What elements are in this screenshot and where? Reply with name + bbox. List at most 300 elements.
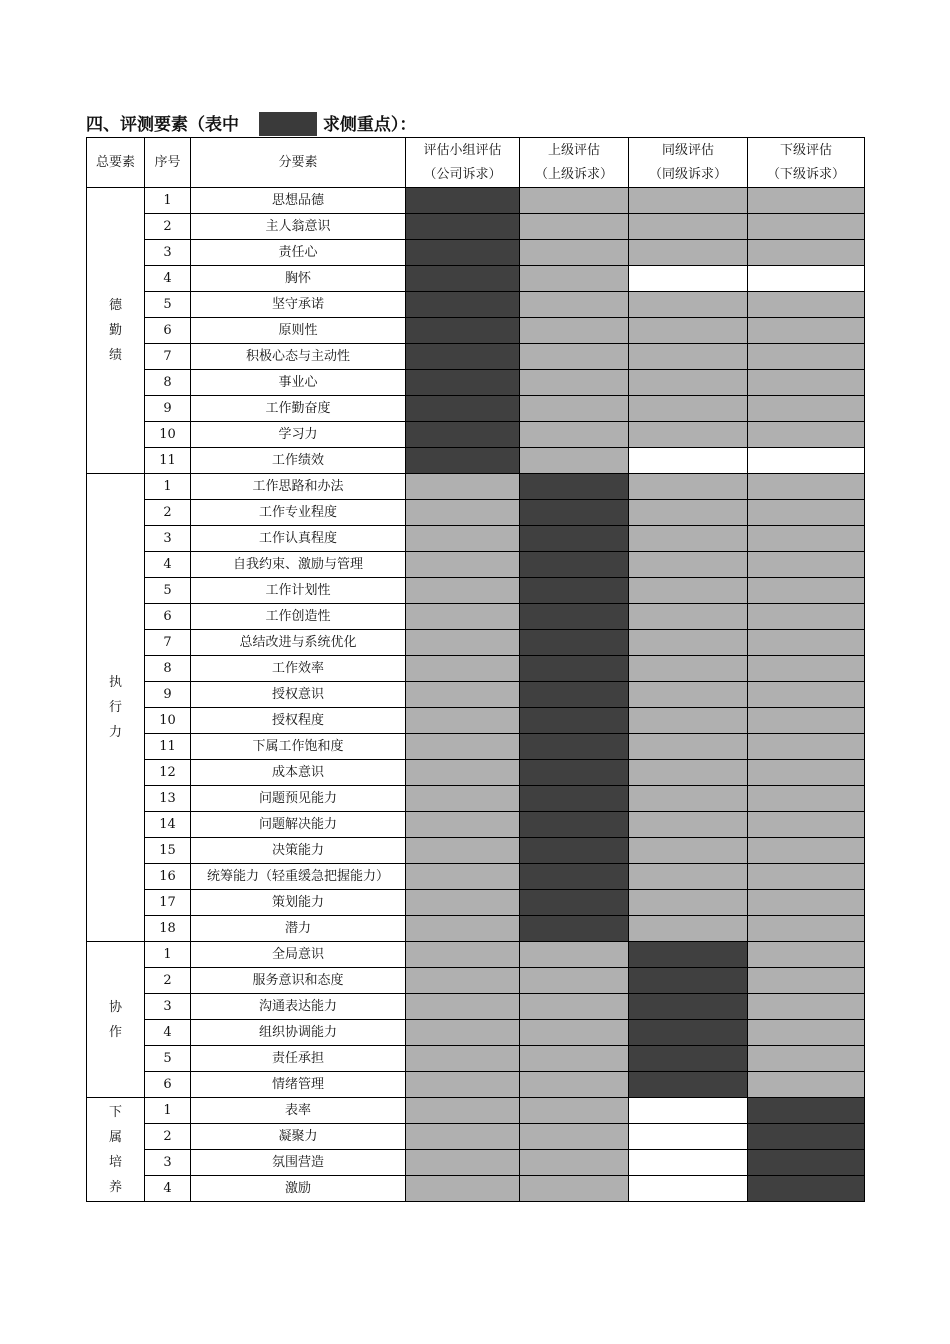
item-name-cell: 凝聚力 <box>191 1124 406 1150</box>
group-eval-cell <box>406 552 520 578</box>
seq-cell: 3 <box>145 526 191 552</box>
item-name-cell: 原则性 <box>191 318 406 344</box>
superior-eval-cell <box>520 448 629 474</box>
group-eval-cell <box>406 942 520 968</box>
subordinate-eval-cell <box>748 1072 865 1098</box>
superior-eval-cell <box>520 422 629 448</box>
category-char: 养 <box>108 1179 122 1195</box>
item-name-cell: 授权意识 <box>191 682 406 708</box>
seq-cell: 18 <box>145 916 191 942</box>
table-row <box>87 942 865 968</box>
peer-eval-cell <box>629 552 748 578</box>
group-eval-cell <box>406 682 520 708</box>
peer-eval-cell <box>629 708 748 734</box>
evaluation-table <box>86 137 865 1202</box>
superior-eval-cell <box>520 344 629 370</box>
category-cell <box>87 474 145 942</box>
superior-eval-cell <box>520 214 629 240</box>
item-name-cell: 坚守承诺 <box>191 292 406 318</box>
subordinate-eval-cell <box>748 708 865 734</box>
seq-cell: 4 <box>145 266 191 292</box>
group-eval-cell <box>406 214 520 240</box>
peer-eval-cell <box>629 370 748 396</box>
seq-cell: 6 <box>145 1072 191 1098</box>
table-row <box>87 344 865 370</box>
peer-eval-cell <box>629 1046 748 1072</box>
table-row <box>87 500 865 526</box>
seq-cell: 11 <box>145 448 191 474</box>
group-eval-cell <box>406 448 520 474</box>
subordinate-eval-cell <box>748 292 865 318</box>
group-eval-cell <box>406 370 520 396</box>
table-row <box>87 1150 865 1176</box>
table-row <box>87 916 865 942</box>
table-row <box>87 838 865 864</box>
group-eval-cell <box>406 422 520 448</box>
subordinate-eval-cell <box>748 656 865 682</box>
subordinate-eval-cell <box>748 500 865 526</box>
item-name-cell: 工作效率 <box>191 656 406 682</box>
superior-eval-cell <box>520 526 629 552</box>
subordinate-eval-cell <box>748 682 865 708</box>
table-row <box>87 864 865 890</box>
category-char: 德 <box>108 298 122 313</box>
subordinate-eval-cell <box>748 344 865 370</box>
superior-eval-cell <box>520 994 629 1020</box>
item-name-cell: 潜力 <box>191 916 406 942</box>
seq-cell: 5 <box>145 578 191 604</box>
item-name-cell: 统筹能力（轻重缓急把握能力） <box>191 864 406 890</box>
group-eval-cell <box>406 1098 520 1124</box>
peer-eval-cell <box>629 734 748 760</box>
table-row <box>87 266 865 292</box>
superior-eval-cell <box>520 916 629 942</box>
item-name-cell: 沟通表达能力 <box>191 994 406 1020</box>
table-row <box>87 760 865 786</box>
redaction-block <box>259 112 317 136</box>
table-row <box>87 1098 865 1124</box>
category-char: 协 <box>108 999 122 1015</box>
subordinate-eval-cell <box>748 1124 865 1150</box>
table-row <box>87 370 865 396</box>
item-name-cell: 责任心 <box>191 240 406 266</box>
item-name-cell: 胸怀 <box>191 266 406 292</box>
seq-cell: 13 <box>145 786 191 812</box>
header-superior-eval: 上级评估 （上级诉求） <box>520 138 629 188</box>
peer-eval-cell <box>629 474 748 500</box>
table-row <box>87 526 865 552</box>
superior-eval-cell <box>520 708 629 734</box>
superior-eval-cell <box>520 1176 629 1202</box>
subordinate-eval-cell <box>748 890 865 916</box>
subordinate-eval-cell <box>748 552 865 578</box>
header-item: 分要素 <box>191 138 406 188</box>
subordinate-eval-cell <box>748 838 865 864</box>
subordinate-eval-cell <box>748 1098 865 1124</box>
table-row <box>87 474 865 500</box>
table-row <box>87 1176 865 1202</box>
seq-cell: 10 <box>145 708 191 734</box>
header-peer-eval: 同级评估 （同级诉求） <box>629 138 748 188</box>
item-name-cell: 工作创造性 <box>191 604 406 630</box>
item-name-cell: 积极心态与主动性 <box>191 344 406 370</box>
group-eval-cell <box>406 1020 520 1046</box>
subordinate-eval-cell <box>748 318 865 344</box>
superior-eval-cell <box>520 864 629 890</box>
group-eval-cell <box>406 500 520 526</box>
header-category: 总要素 <box>87 138 145 188</box>
seq-cell: 8 <box>145 656 191 682</box>
group-eval-cell <box>406 656 520 682</box>
superior-eval-cell <box>520 942 629 968</box>
seq-cell: 1 <box>145 188 191 214</box>
table-row <box>87 552 865 578</box>
seq-cell: 3 <box>145 1150 191 1176</box>
superior-eval-cell <box>520 786 629 812</box>
peer-eval-cell <box>629 526 748 552</box>
seq-cell: 1 <box>145 942 191 968</box>
seq-cell: 7 <box>145 630 191 656</box>
peer-eval-cell <box>629 318 748 344</box>
superior-eval-cell <box>520 500 629 526</box>
peer-eval-cell <box>629 630 748 656</box>
category-char: 培 <box>108 1154 122 1170</box>
group-eval-cell <box>406 578 520 604</box>
seq-cell: 12 <box>145 760 191 786</box>
peer-eval-cell <box>629 1176 748 1202</box>
subordinate-eval-cell <box>748 474 865 500</box>
group-eval-cell <box>406 916 520 942</box>
seq-cell: 2 <box>145 1124 191 1150</box>
subordinate-eval-cell <box>748 968 865 994</box>
item-name-cell: 全局意识 <box>191 942 406 968</box>
superior-eval-cell <box>520 656 629 682</box>
table-row <box>87 812 865 838</box>
subordinate-eval-cell <box>748 760 865 786</box>
category-char: 下 <box>108 1104 122 1120</box>
group-eval-cell <box>406 1150 520 1176</box>
group-eval-cell <box>406 708 520 734</box>
seq-cell: 8 <box>145 370 191 396</box>
item-name-cell: 工作绩效 <box>191 448 406 474</box>
seq-cell: 7 <box>145 344 191 370</box>
superior-eval-cell <box>520 396 629 422</box>
table-row <box>87 292 865 318</box>
seq-cell: 4 <box>145 1020 191 1046</box>
group-eval-cell <box>406 1176 520 1202</box>
subordinate-eval-cell <box>748 448 865 474</box>
peer-eval-cell <box>629 786 748 812</box>
superior-eval-cell <box>520 838 629 864</box>
table-row <box>87 188 865 214</box>
superior-eval-cell <box>520 1124 629 1150</box>
peer-eval-cell <box>629 682 748 708</box>
subordinate-eval-cell <box>748 916 865 942</box>
subordinate-eval-cell <box>748 1150 865 1176</box>
item-name-cell: 策划能力 <box>191 890 406 916</box>
heading-prefix: 四、评测要素（表中 <box>86 115 239 135</box>
peer-eval-cell <box>629 578 748 604</box>
subordinate-eval-cell <box>748 812 865 838</box>
seq-cell: 3 <box>145 240 191 266</box>
superior-eval-cell <box>520 578 629 604</box>
group-eval-cell <box>406 318 520 344</box>
peer-eval-cell <box>629 968 748 994</box>
peer-eval-cell <box>629 1124 748 1150</box>
peer-eval-cell <box>629 500 748 526</box>
seq-cell: 14 <box>145 812 191 838</box>
group-eval-cell <box>406 474 520 500</box>
seq-cell: 9 <box>145 682 191 708</box>
group-eval-cell <box>406 1072 520 1098</box>
seq-cell: 2 <box>145 968 191 994</box>
peer-eval-cell <box>629 864 748 890</box>
group-eval-cell <box>406 786 520 812</box>
superior-eval-cell <box>520 1020 629 1046</box>
superior-eval-cell <box>520 266 629 292</box>
table-row <box>87 708 865 734</box>
superior-eval-cell <box>520 552 629 578</box>
item-name-cell: 激励 <box>191 1176 406 1202</box>
subordinate-eval-cell <box>748 1046 865 1072</box>
table-row <box>87 1020 865 1046</box>
superior-eval-cell <box>520 318 629 344</box>
header-seq: 序号 <box>145 138 191 188</box>
item-name-cell: 事业心 <box>191 370 406 396</box>
seq-cell: 1 <box>145 474 191 500</box>
seq-cell: 5 <box>145 1046 191 1072</box>
item-name-cell: 问题预见能力 <box>191 786 406 812</box>
peer-eval-cell <box>629 292 748 318</box>
item-name-cell: 学习力 <box>191 422 406 448</box>
seq-cell: 11 <box>145 734 191 760</box>
group-eval-cell <box>406 1124 520 1150</box>
superior-eval-cell <box>520 370 629 396</box>
group-eval-cell <box>406 890 520 916</box>
table-row <box>87 786 865 812</box>
superior-eval-cell <box>520 968 629 994</box>
superior-eval-cell <box>520 188 629 214</box>
item-name-cell: 责任承担 <box>191 1046 406 1072</box>
category-cell <box>87 1098 145 1202</box>
peer-eval-cell <box>629 812 748 838</box>
heading-suffix: 求侧重点）： <box>322 115 417 135</box>
subordinate-eval-cell <box>748 422 865 448</box>
item-name-cell: 问题解决能力 <box>191 812 406 838</box>
category-char: 绩 <box>108 348 122 363</box>
subordinate-eval-cell <box>748 942 865 968</box>
peer-eval-cell <box>629 266 748 292</box>
peer-eval-cell <box>629 214 748 240</box>
superior-eval-cell <box>520 292 629 318</box>
peer-eval-cell <box>629 188 748 214</box>
superior-eval-cell <box>520 812 629 838</box>
table-row <box>87 994 865 1020</box>
subordinate-eval-cell <box>748 526 865 552</box>
seq-cell: 17 <box>145 890 191 916</box>
group-eval-cell <box>406 1046 520 1072</box>
header-row <box>87 138 865 188</box>
category-char: 作 <box>108 1024 122 1040</box>
item-name-cell: 决策能力 <box>191 838 406 864</box>
superior-eval-cell <box>520 1072 629 1098</box>
superior-eval-cell <box>520 682 629 708</box>
subordinate-eval-cell <box>748 578 865 604</box>
item-name-cell: 工作思路和办法 <box>191 474 406 500</box>
peer-eval-cell <box>629 1150 748 1176</box>
seq-cell: 6 <box>145 604 191 630</box>
table-row <box>87 448 865 474</box>
seq-cell: 4 <box>145 552 191 578</box>
peer-eval-cell <box>629 942 748 968</box>
table-row <box>87 890 865 916</box>
peer-eval-cell <box>629 604 748 630</box>
item-name-cell: 成本意识 <box>191 760 406 786</box>
group-eval-cell <box>406 760 520 786</box>
header-subordinate-eval: 下级评估 （下级诉求） <box>748 138 865 188</box>
group-eval-cell <box>406 812 520 838</box>
category-char: 勤 <box>108 323 122 338</box>
peer-eval-cell <box>629 240 748 266</box>
group-eval-cell <box>406 344 520 370</box>
group-eval-cell <box>406 266 520 292</box>
peer-eval-cell <box>629 994 748 1020</box>
category-char: 行 <box>108 700 122 715</box>
item-name-cell: 主人翁意识 <box>191 214 406 240</box>
seq-cell: 2 <box>145 500 191 526</box>
table-row <box>87 682 865 708</box>
superior-eval-cell <box>520 474 629 500</box>
subordinate-eval-cell <box>748 266 865 292</box>
section-heading <box>86 112 416 138</box>
group-eval-cell <box>406 838 520 864</box>
group-eval-cell <box>406 526 520 552</box>
group-eval-cell <box>406 994 520 1020</box>
subordinate-eval-cell <box>748 734 865 760</box>
superior-eval-cell <box>520 1098 629 1124</box>
table-row <box>87 968 865 994</box>
category-char: 力 <box>108 725 122 740</box>
item-name-cell: 授权程度 <box>191 708 406 734</box>
seq-cell: 16 <box>145 864 191 890</box>
superior-eval-cell <box>520 890 629 916</box>
peer-eval-cell <box>629 838 748 864</box>
peer-eval-cell <box>629 656 748 682</box>
seq-cell: 1 <box>145 1098 191 1124</box>
item-name-cell: 思想品德 <box>191 188 406 214</box>
peer-eval-cell <box>629 890 748 916</box>
subordinate-eval-cell <box>748 188 865 214</box>
subordinate-eval-cell <box>748 864 865 890</box>
seq-cell: 5 <box>145 292 191 318</box>
seq-cell: 4 <box>145 1176 191 1202</box>
subordinate-eval-cell <box>748 240 865 266</box>
subordinate-eval-cell <box>748 396 865 422</box>
category-char: 执 <box>108 675 122 690</box>
subordinate-eval-cell <box>748 370 865 396</box>
peer-eval-cell <box>629 1072 748 1098</box>
peer-eval-cell <box>629 344 748 370</box>
seq-cell: 2 <box>145 214 191 240</box>
category-cell <box>87 188 145 474</box>
table-row <box>87 1072 865 1098</box>
group-eval-cell <box>406 604 520 630</box>
subordinate-eval-cell <box>748 630 865 656</box>
item-name-cell: 服务意识和态度 <box>191 968 406 994</box>
item-name-cell: 总结改进与系统优化 <box>191 630 406 656</box>
table-row <box>87 1124 865 1150</box>
superior-eval-cell <box>520 604 629 630</box>
peer-eval-cell <box>629 448 748 474</box>
seq-cell: 15 <box>145 838 191 864</box>
seq-cell: 10 <box>145 422 191 448</box>
subordinate-eval-cell <box>748 1176 865 1202</box>
group-eval-cell <box>406 292 520 318</box>
table-row <box>87 1046 865 1072</box>
subordinate-eval-cell <box>748 1020 865 1046</box>
item-name-cell: 表率 <box>191 1098 406 1124</box>
group-eval-cell <box>406 630 520 656</box>
item-name-cell: 工作勤奋度 <box>191 396 406 422</box>
superior-eval-cell <box>520 1046 629 1072</box>
category-char: 属 <box>108 1129 122 1145</box>
group-eval-cell <box>406 968 520 994</box>
superior-eval-cell <box>520 240 629 266</box>
group-eval-cell <box>406 734 520 760</box>
item-name-cell: 组织协调能力 <box>191 1020 406 1046</box>
peer-eval-cell <box>629 1020 748 1046</box>
superior-eval-cell <box>520 734 629 760</box>
table-row <box>87 396 865 422</box>
group-eval-cell <box>406 396 520 422</box>
superior-eval-cell <box>520 1150 629 1176</box>
seq-cell: 6 <box>145 318 191 344</box>
table-row <box>87 734 865 760</box>
category-cell <box>87 942 145 1098</box>
table-row <box>87 604 865 630</box>
table-row <box>87 578 865 604</box>
seq-cell: 3 <box>145 994 191 1020</box>
table-row <box>87 214 865 240</box>
subordinate-eval-cell <box>748 214 865 240</box>
superior-eval-cell <box>520 630 629 656</box>
item-name-cell: 下属工作饱和度 <box>191 734 406 760</box>
item-name-cell: 自我约束、激励与管理 <box>191 552 406 578</box>
subordinate-eval-cell <box>748 604 865 630</box>
item-name-cell: 氛围营造 <box>191 1150 406 1176</box>
superior-eval-cell <box>520 760 629 786</box>
group-eval-cell <box>406 864 520 890</box>
table-row <box>87 630 865 656</box>
subordinate-eval-cell <box>748 994 865 1020</box>
item-name-cell: 工作计划性 <box>191 578 406 604</box>
table-row <box>87 656 865 682</box>
table-row <box>87 318 865 344</box>
peer-eval-cell <box>629 1098 748 1124</box>
header-group-eval: 评估小组评估 （公司诉求） <box>406 138 520 188</box>
peer-eval-cell <box>629 760 748 786</box>
subordinate-eval-cell <box>748 786 865 812</box>
item-name-cell: 情绪管理 <box>191 1072 406 1098</box>
peer-eval-cell <box>629 916 748 942</box>
item-name-cell: 工作专业程度 <box>191 500 406 526</box>
item-name-cell: 工作认真程度 <box>191 526 406 552</box>
table-row <box>87 422 865 448</box>
seq-cell: 9 <box>145 396 191 422</box>
peer-eval-cell <box>629 396 748 422</box>
peer-eval-cell <box>629 422 748 448</box>
table-row <box>87 240 865 266</box>
